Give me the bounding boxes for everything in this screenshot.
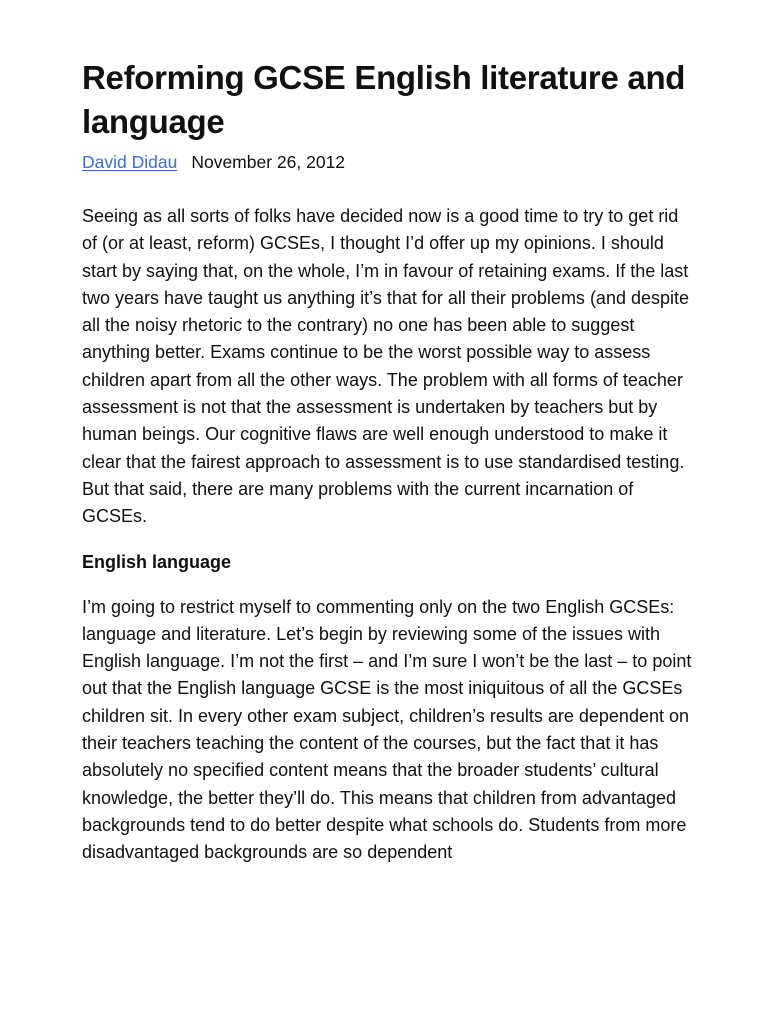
article-title: Reforming GCSE English literature and language	[82, 59, 686, 140]
author-link[interactable]: David Didau	[82, 152, 178, 172]
paragraph-english-language: I’m going to restrict myself to commenting only on the two English GCSEs: language and literature. Let’s begin by reviewing some of the issues with English language. I’m not the first – and I’m sure I won’t be the last – to point out that the English language GCSE is the most iniquitous of all the GCSEs children sit. In every other exam subject, children’s results are dependent on their teachers teaching the content of the courses, but the fact that it has absolutely no specified content means that the broader students’ cultural knowledge, the better they’ll do. This means that children from advantaged backgrounds tend to do better despite what schools do. Students from more disadvantaged backgrounds are so dependent	[82, 596, 692, 863]
article	[82, 56, 692, 867]
article-meta	[82, 150, 692, 174]
section-heading: English language	[82, 551, 232, 572]
publish-date: November 26, 2012	[191, 152, 346, 172]
paragraph-intro: Seeing as all sorts of folks have decided now is a good time to try to get rid of (or at least, reform) GCSEs, I thought I’d offer up my opinions. I should start by saying that, on the whole, I’m in favour of retaining exams. If the last two years have taught us anything it’s that for all their problems (and despite all the noisy rhetoric to the contrary) no one has been able to suggest anything better. Exams continue to be the worst possible way to assess children apart from all the other ways. The problem with all forms of teacher assessment is not that the assessment is undertaken by teachers but by human beings. Our cognitive flaws are well enough understood to make it clear that the fairest approach to assessment is to use standardised testing. But that said, there are many problems with the current incarnation of GCSEs.	[82, 206, 690, 527]
